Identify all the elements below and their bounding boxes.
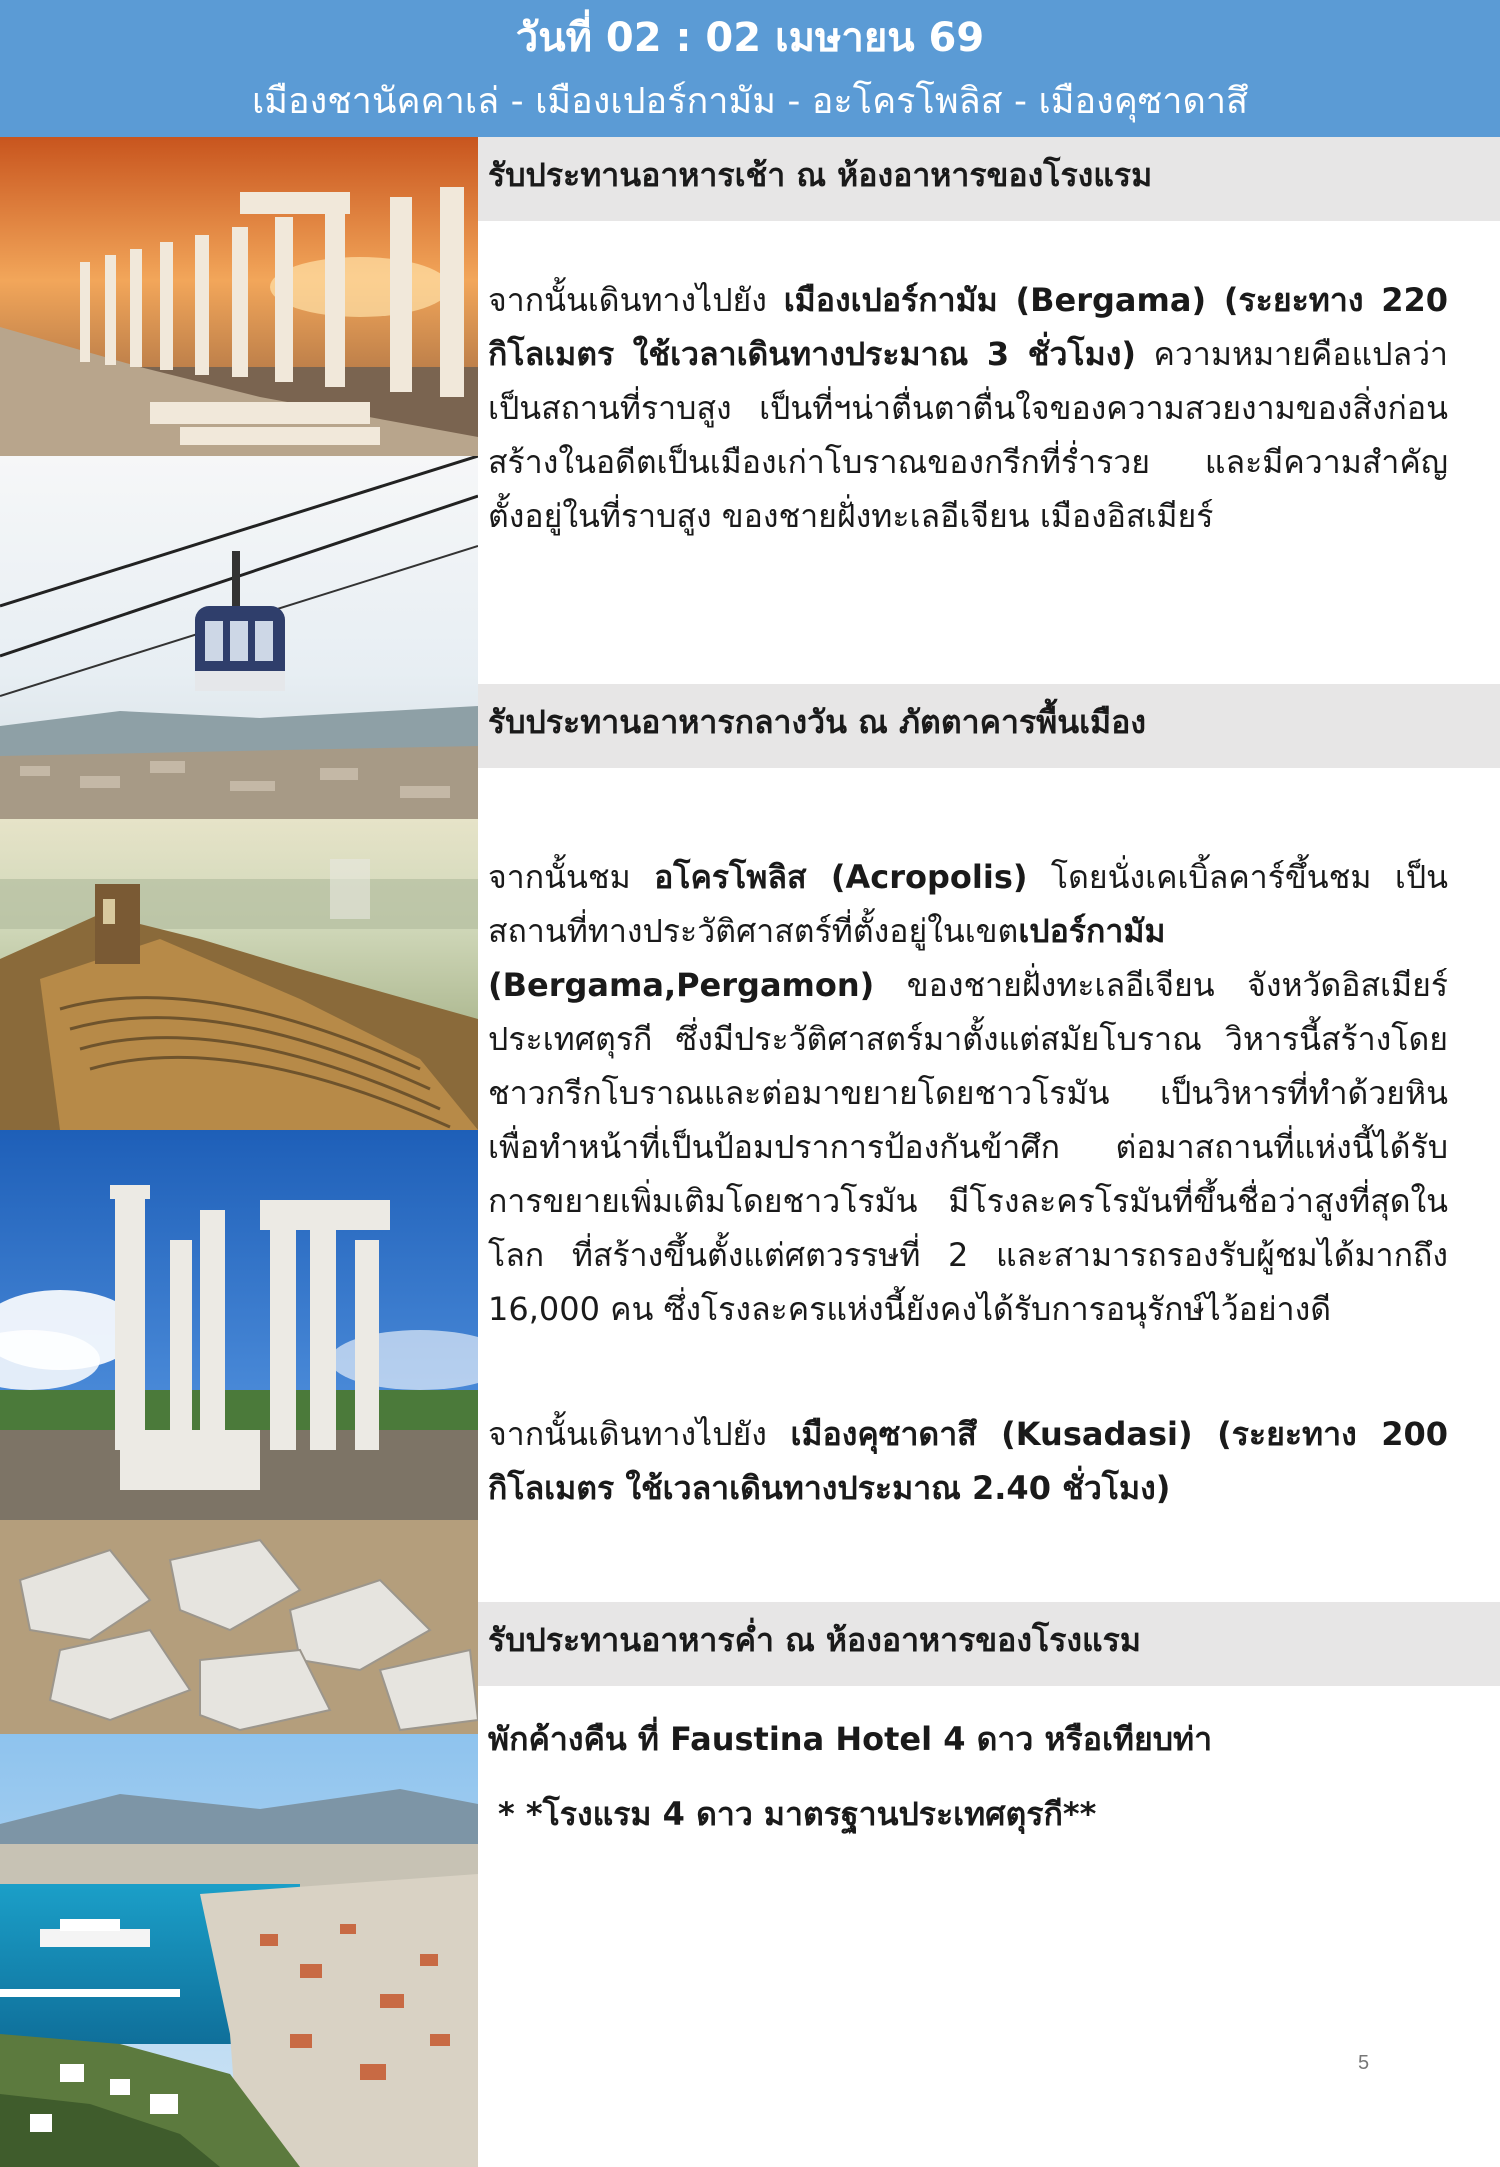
acropolis-paragraph xyxy=(488,850,1448,1336)
para1-bold: เมืองเปอร์กามัม (Bergama) (ระยะทาง 220 กิโลเมตร ใช้เวลาเดินทางประมาณ 3 ชั่วโมง) xyxy=(488,281,1449,373)
photo-kusadasi-harbor xyxy=(0,1734,478,2167)
para3-lead: จากนั้นเดินทางไปยัง xyxy=(488,1415,791,1453)
itinerary-content xyxy=(478,137,1500,2167)
lunch-bar xyxy=(478,684,1500,768)
dinner-bar xyxy=(478,1602,1500,1686)
para2-bold1: อโครโพลิส (Acropolis) xyxy=(654,858,1028,896)
para1-rest: ความหมายคือแปลว่าเป็นสถานที่ราบสูง เป็นที่ฯน่าตื่นตาตื่นใจของความสวยงามของสิ่งก่อนสร้างในอดีตเป็นเมืองเก่าโบราณของกรีกที่ร่ำรวย และมีความสำคัญ ตั้งอยู่ในที่ราบสูง ของชายฝั่งทะเลอีเจียน เมืองอิสเมียร์ xyxy=(488,335,1448,535)
photo-pergamon-ruins-sunset xyxy=(0,137,478,456)
hotel-stay: พักค้างคืน ที่ Faustina Hotel 4 ดาว หรือเทียบท่า xyxy=(488,1720,1213,1758)
hotel-standard-note: * *โรงแรม 4 ดาว มาตรฐานประเทศตุรกี** xyxy=(498,1795,1097,1833)
photo-pergamon-theatre xyxy=(0,819,478,1130)
breakfast-label: รับประทานอาหารเช้า ณ ห้องอาหารของโรงแรม xyxy=(488,156,1153,194)
route-title: เมืองชานัคคาเล่ - เมืองเปอร์กามัม - อะโครโพลิส - เมืองคุซาดาสึ xyxy=(251,81,1249,122)
para2-rest: ของชายฝั่งทะเลอีเจียน จังหวัดอิสเมียร์ ประเทศตุรกี ซึ่งมีประวัติศาสตร์มาตั้งแต่สมัยโบราณ วิหารนี้สร้างโดยชาวกรีกโบราณและต่อมาขยายโดยชาวโรมัน เป็นวิหารที่ทำด้วยหินเพื่อทำหน้าที่เป็นป้อมปราการป้องกันข้าศึก ต่อมาสถานที่แห่งนี้ได้รับการขยายเพิ่มเติมโดยชาวโรมัน มีโรงละครโรมันที่ขึ้นชื่อว่าสูงที่สุดในโลก ที่สร้างขึ้นตั้งแต่ศตวรรษที่ 2 และสามารถรองรับผู้ชมได้มากถึง 16,000 คน ซึ่งโรงละครแห่งนี้ยังคงได้รับการอนุรักษ์ไว้อย่างดี xyxy=(488,966,1448,1328)
page-number: 5 xyxy=(1358,2052,1370,2074)
day-header xyxy=(0,0,1500,137)
bergama-paragraph xyxy=(488,273,1448,543)
dinner-label: รับประทานอาหารค่ำ ณ ห้องอาหารของโรงแรม xyxy=(488,1621,1141,1659)
para1-lead: จากนั้นเดินทางไปยัง xyxy=(488,281,784,319)
para2-bold2: เปอร์กามัม (Bergama,Pergamon) xyxy=(488,912,1166,1004)
day-title: วันที่ 02 : 02 เมษายน 69 xyxy=(515,15,985,61)
para2-lead: จากนั้นชม xyxy=(488,858,655,896)
kusadasi-paragraph xyxy=(488,1407,1448,1515)
photo-cable-car xyxy=(0,456,478,819)
para2-mid: โดยนั่งเคเบิ้ลคาร์ขึ้นชม เป็นสถานที่ทางประวัติศาสตร์ที่ตั้งอยู่ในเขต xyxy=(488,858,1449,950)
photo-trajan-temple xyxy=(0,1130,478,1734)
para3-bold: เมืองคุซาดาสึ (Kusadasi) (ระยะทาง 200 กิโลเมตร ใช้เวลาเดินทางประมาณ 2.40 ชั่วโมง) xyxy=(488,1415,1449,1507)
breakfast-bar xyxy=(478,137,1500,221)
lunch-label: รับประทานอาหารกลางวัน ณ ภัตตาคารพื้นเมือง xyxy=(488,703,1146,741)
photo-column xyxy=(0,137,478,2167)
